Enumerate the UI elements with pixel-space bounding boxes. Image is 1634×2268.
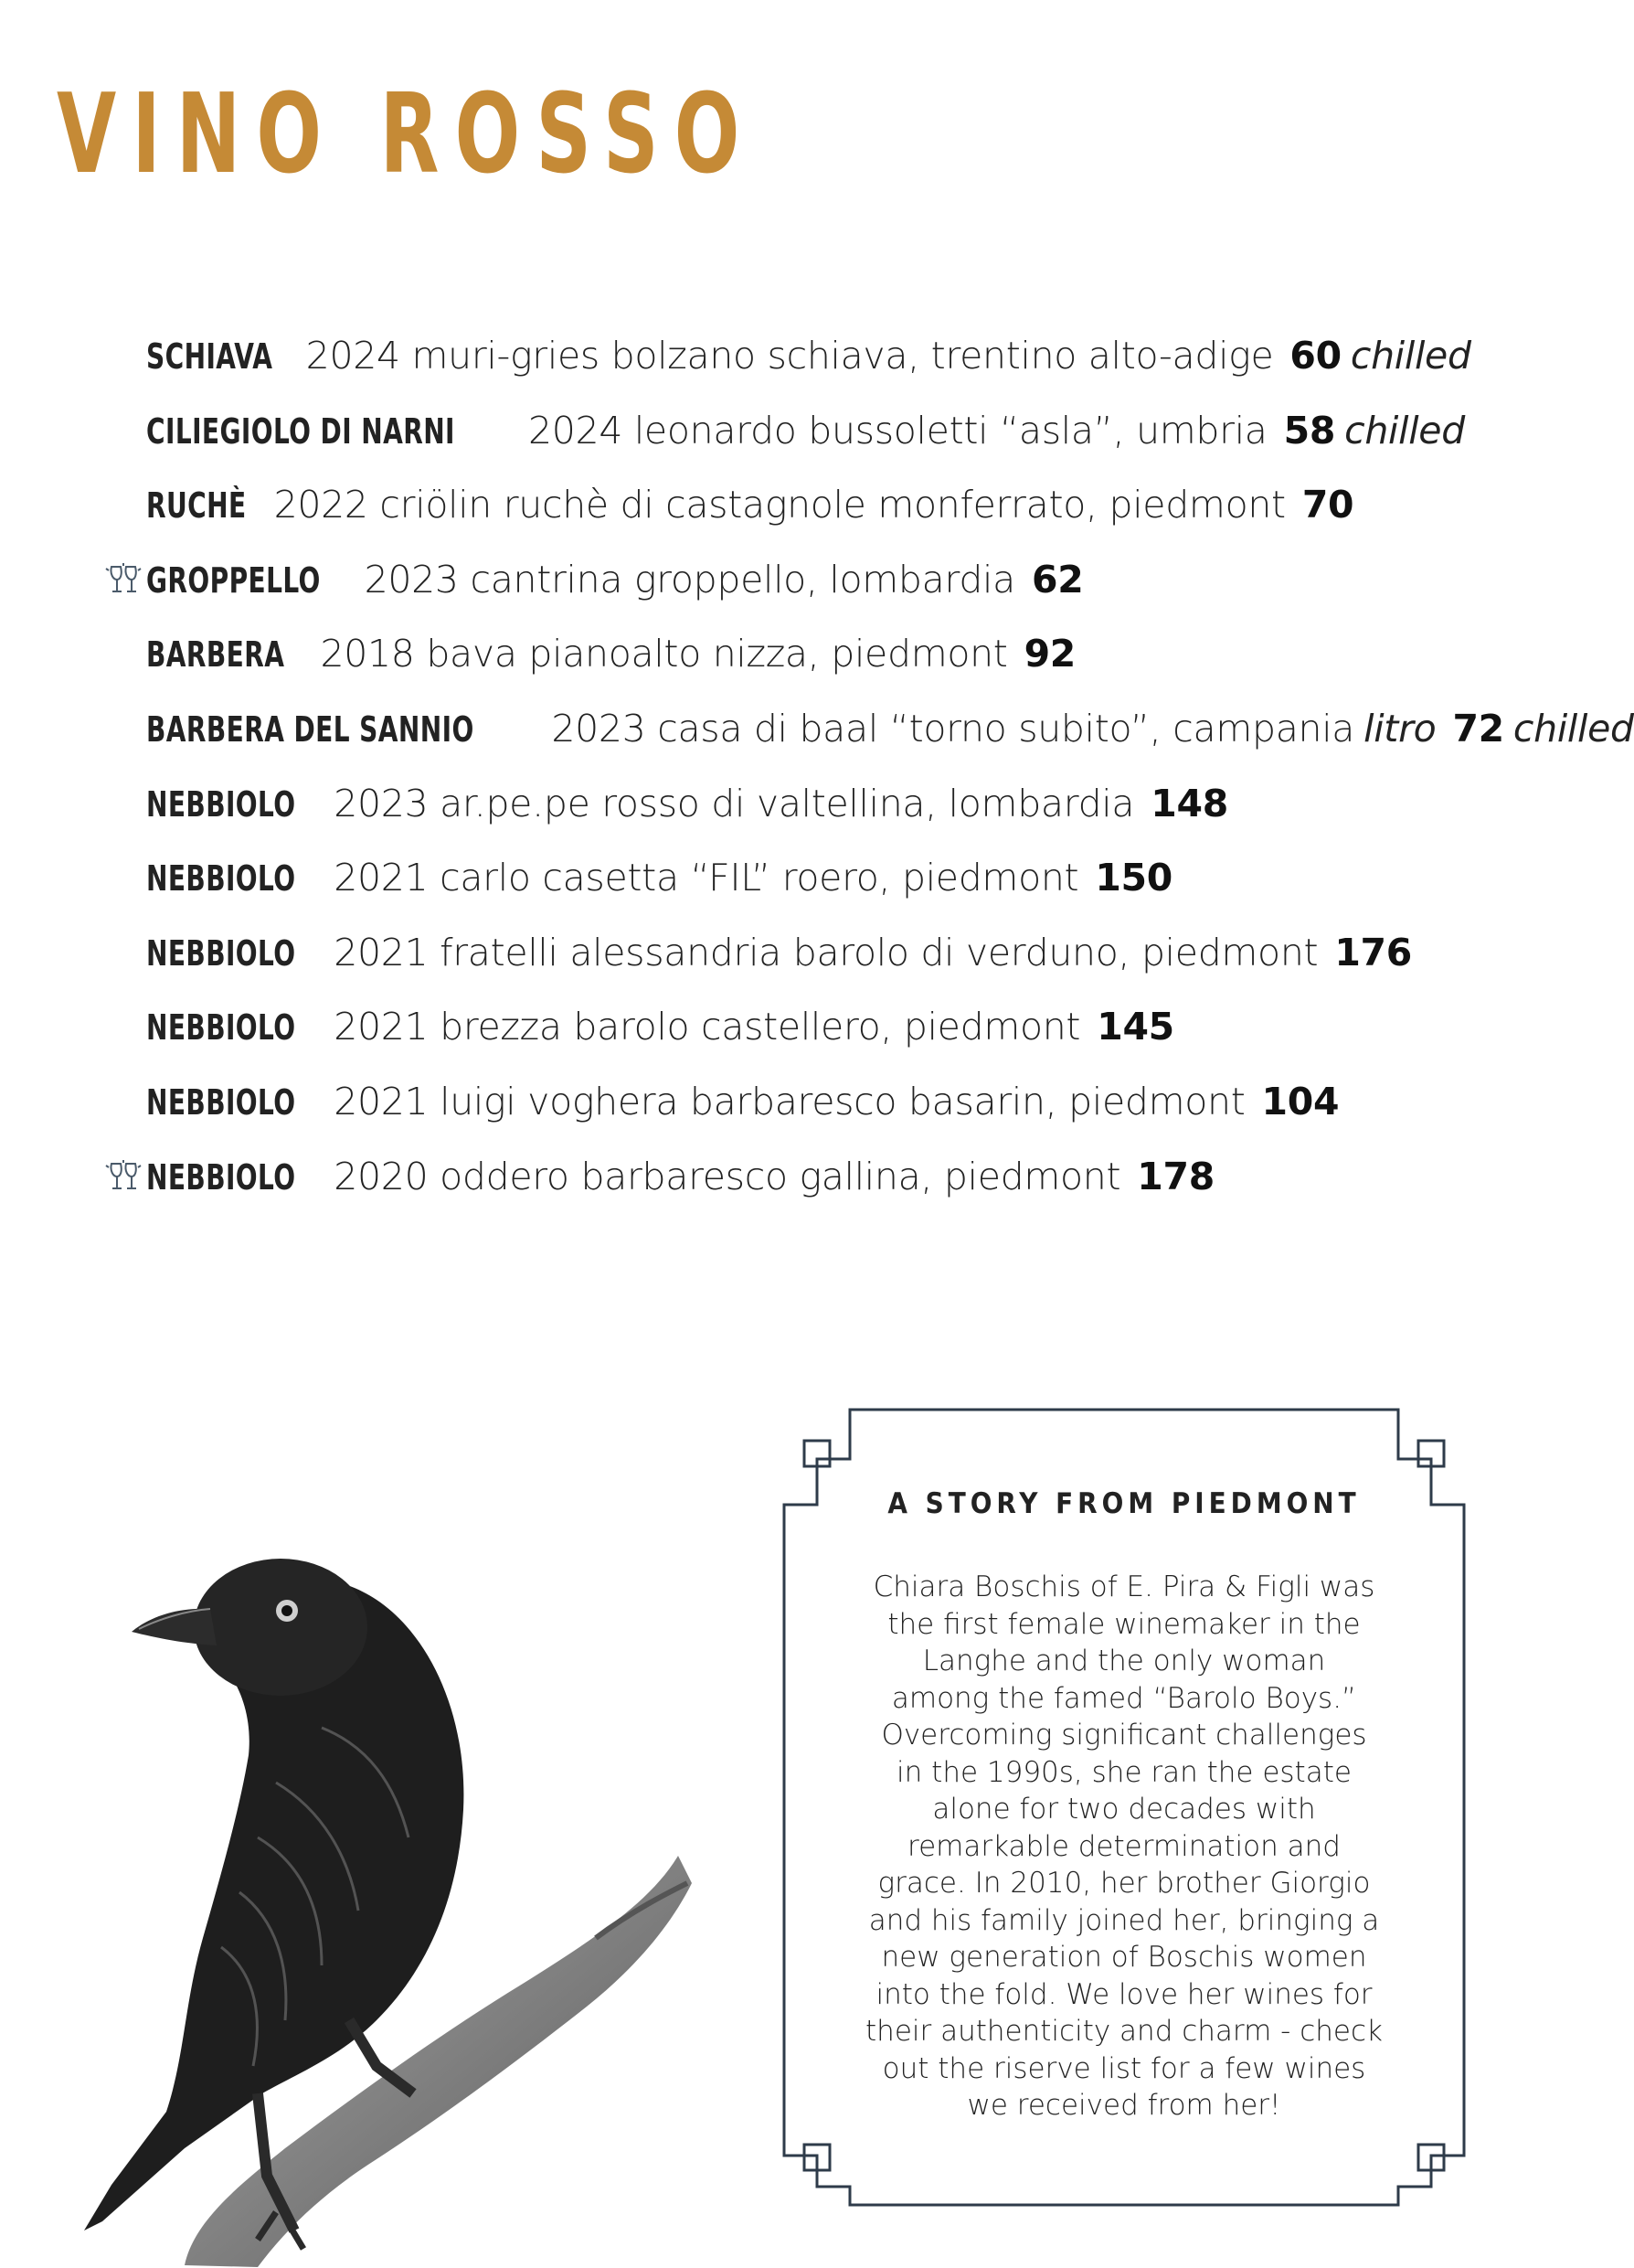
story-line: out the riserve list for a few wines xyxy=(882,2051,1366,2085)
story-line: among the famed “Barolo Boys.” xyxy=(891,1681,1357,1715)
wine-item xyxy=(146,1074,1339,1129)
wine-serving-note: chilled xyxy=(1344,408,1465,453)
wine-glasses-icon xyxy=(104,561,143,598)
story-line: the first female winemaker in the xyxy=(887,1607,1361,1641)
wine-description: 2020 oddero barbaresco gallina, piedmont xyxy=(334,1154,1121,1198)
story-line: Chiara Boschis of E. Pira & Figli was xyxy=(873,1571,1375,1603)
wine-varietal: SCHIAVA xyxy=(146,336,273,377)
wine-item xyxy=(146,626,1076,681)
wine-varietal: NEBBIOLO xyxy=(146,858,296,900)
crow-illustration xyxy=(48,1508,706,2267)
wine-item xyxy=(146,328,1471,383)
wine-price: 178 xyxy=(1137,1154,1215,1198)
wine-serving-note: chilled xyxy=(1350,334,1471,378)
wine-varietal: BARBERA xyxy=(146,634,285,676)
wine-item xyxy=(146,925,1412,980)
story-line: alone for two decades with xyxy=(932,1793,1316,1826)
wine-item xyxy=(146,701,1634,756)
story-line: Langhe and the only woman xyxy=(922,1645,1326,1677)
wine-item xyxy=(146,552,1083,607)
wine-price: 145 xyxy=(1097,1005,1174,1049)
wine-varietal: RUCHÈ xyxy=(146,485,247,527)
wine-description: 2022 criölin ruchè di castagnole monferrato, piedmont xyxy=(273,483,1286,527)
wine-varietal: NEBBIOLO xyxy=(146,932,296,974)
wine-varietal: NEBBIOLO xyxy=(146,783,296,825)
wine-varietal: CILIEGIOLO DI NARNI xyxy=(146,410,455,452)
story-line: and his family joined her, bringing a xyxy=(868,1903,1380,1937)
wine-varietal: GROPPELLO xyxy=(146,559,321,601)
wine-description: 2024 leonardo bussoletti “asla”, umbria xyxy=(527,408,1268,453)
wine-varietal: BARBERA DEL SANNIO xyxy=(146,709,474,750)
wine-price: 104 xyxy=(1261,1080,1340,1123)
wine-description: 2021 luigi voghera barbaresco basarin, piedmont xyxy=(334,1080,1246,1123)
wine-price: 58 xyxy=(1283,408,1336,453)
wine-price: 72 xyxy=(1452,707,1504,751)
wine-description: 2023 ar.pe.pe rosso di valtellina, lombardia xyxy=(334,781,1135,825)
wine-varietal: NEBBIOLO xyxy=(146,1156,296,1198)
wine-description: 2021 brezza barolo castellero, piedmont xyxy=(334,1005,1081,1049)
wine-item xyxy=(146,477,1353,532)
story-line: new generation of Boschis women xyxy=(881,1941,1367,1974)
wine-format: litro xyxy=(1363,707,1437,751)
story-line: their authenticity and charm - check xyxy=(865,2015,1383,2048)
wine-description: 2021 carlo casetta “FIL” roero, piedmont xyxy=(334,856,1079,900)
wine-glasses-icon xyxy=(104,1158,143,1195)
wine-varietal: NEBBIOLO xyxy=(146,1007,296,1049)
story-line: into the fold. We love her wines for xyxy=(875,1977,1373,2011)
wine-price: 176 xyxy=(1334,930,1412,974)
wine-varietal: NEBBIOLO xyxy=(146,1082,296,1123)
page-title: VINO ROSSO xyxy=(57,71,756,198)
story-line: in the 1990s, she ran the estate xyxy=(897,1755,1352,1789)
wine-item xyxy=(146,1149,1215,1204)
wine-item xyxy=(146,776,1228,831)
story-line: remarkable determination and xyxy=(907,1829,1341,1863)
story-line: we received from her! xyxy=(967,2089,1281,2122)
wine-description: 2024 muri-gries bolzano schiava, trentino alto-adige xyxy=(305,334,1274,378)
wine-description: 2023 casa di baal “torno subito”, campania xyxy=(551,707,1355,751)
wine-price: 62 xyxy=(1031,557,1084,602)
wine-item xyxy=(146,403,1465,458)
wine-price: 148 xyxy=(1151,781,1228,825)
wine-description: 2023 cantrina groppello, lombardia xyxy=(364,557,1015,602)
wine-price: 150 xyxy=(1095,856,1173,900)
wine-serving-note: chilled xyxy=(1512,707,1634,751)
wine-price: 92 xyxy=(1024,632,1077,676)
story-text xyxy=(863,1569,1385,2124)
wine-item xyxy=(146,850,1172,905)
wine-description: 2018 bava pianoalto nizza, piedmont xyxy=(320,632,1008,676)
story-line: grace. In 2010, her brother Giorgio xyxy=(877,1867,1371,1900)
story-line: Overcoming significant challenges xyxy=(881,1719,1367,1752)
story-title: A STORY FROM PIEDMONT xyxy=(887,1487,1361,1520)
wine-item xyxy=(146,999,1174,1054)
wine-price: 60 xyxy=(1289,334,1342,378)
story-box xyxy=(784,1402,1464,2207)
wine-price: 70 xyxy=(1301,483,1354,527)
wine-description: 2021 fratelli alessandria barolo di verduno, piedmont xyxy=(334,930,1319,974)
